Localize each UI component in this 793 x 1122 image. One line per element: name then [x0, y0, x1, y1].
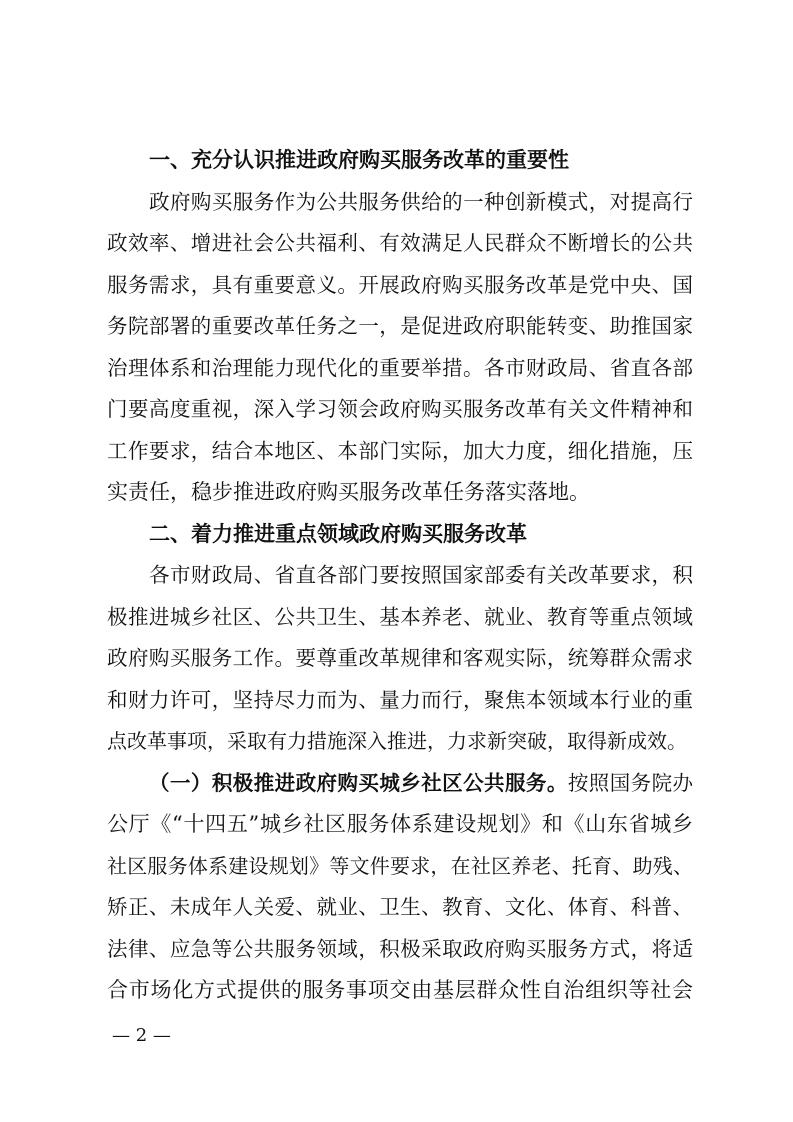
paragraph-line: 治理体系和治理能力现代化的重要举措。各市财政局、省直各部 [107, 355, 693, 380]
paragraph-line: 服务需求，具有重要意义。开展政府购买服务改革是党中央、国 [107, 272, 693, 297]
paragraph-line: 各市财政局、省直各部门要按照国家部委有关改革要求，积 [149, 563, 693, 587]
paragraph-line: 政效率、增进社会公共福利、有效满足人民群众不断增长的公共 [107, 231, 693, 255]
paragraph-line: 务院部署的重要改革任务之一，是促进政府职能转变、助推国家 [107, 314, 693, 338]
paragraph-line: 矫正、未成年人关爱、就业、卫生、教育、文化、体育、科普、 [107, 895, 693, 919]
paragraph-line: 点改革事项，采取有力措施深入推进，力求新突破，取得新成效。 [107, 729, 687, 753]
paragraph-line: 门要高度重视，深入学习领会政府购买服务改革有关文件精神和 [107, 397, 693, 421]
paragraph-line-rest: 按照国务院办 [567, 770, 694, 795]
paragraph-line: 和财力许可，坚持尽力而为、量力而行，聚焦本领域本行业的重 [107, 687, 693, 712]
subsection-first-line [149, 763, 693, 803]
paragraph-line: 法律、应急等公共服务领域，积极采取政府购买服务方式，将适 [107, 936, 693, 961]
section-heading-1: 一、充分认识推进政府购买服务改革的重要性 [149, 148, 569, 172]
subsection-heading: （一）积极推进政府购买城乡社区公共服务。 [149, 770, 568, 795]
paragraph-line: 实责任，稳步推进政府购买服务改革任务落实落地。 [107, 480, 590, 504]
paragraph-line: 合市场化方式提供的服务事项交由基层群众性自治组织等社会 [107, 978, 693, 1002]
paragraph-line: 极推进城乡社区、公共卫生、基本养老、就业、教育等重点领域 [107, 604, 693, 629]
paragraph-line: 政府购买服务工作。要尊重改革规律和客观实际，统筹群众需求 [107, 646, 693, 670]
paragraph-line: 政府购买服务作为公共服务供给的一种创新模式，对提高行 [149, 189, 693, 214]
paragraph-line: 公厅《“十四五”城乡社区服务体系建设规划》和《山东省城乡 [107, 812, 693, 836]
section-heading-2: 二、着力推进重点领域政府购买服务改革 [149, 521, 527, 546]
paragraph-line: 社区服务体系建设规划》等文件要求，在社区养老、托育、助残、 [107, 853, 693, 878]
page-number: — 2 — [112, 1025, 171, 1046]
paragraph-line: 工作要求，结合本地区、本部门实际，加大力度，细化措施，压 [107, 438, 693, 463]
